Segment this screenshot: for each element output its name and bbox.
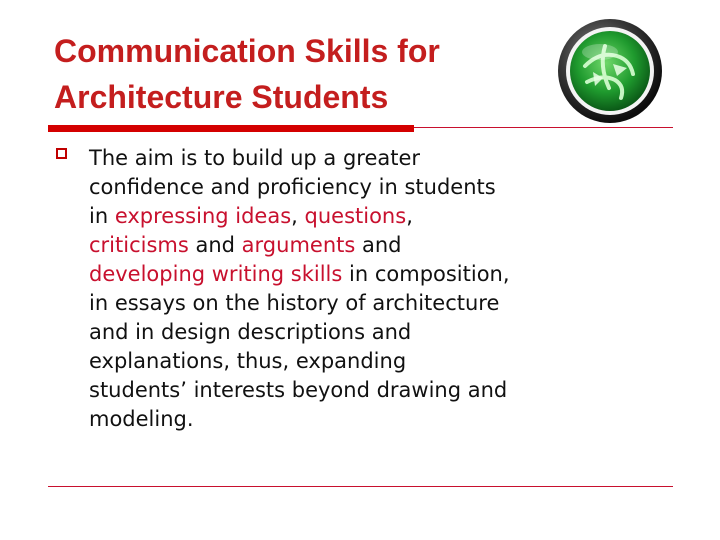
highlighted-phrase: developing writing skills: [89, 262, 343, 286]
text-segment: ,: [406, 204, 413, 228]
text-segment: in composition,: [342, 262, 510, 286]
paragraph-line: [89, 405, 589, 434]
text-segment: confidence and proficiency in students: [89, 175, 496, 199]
text-segment: and: [355, 233, 402, 257]
highlighted-phrase: expressing ideas: [114, 204, 292, 228]
title-underline-thin: [414, 127, 673, 128]
text-segment: ,: [291, 204, 305, 228]
hollow-square-bullet-icon: [56, 148, 67, 159]
paragraph-line: [89, 289, 589, 318]
bullet-paragraph: [89, 144, 589, 434]
text-segment: and in design descriptions and: [89, 320, 412, 344]
green-circular-emblem-icon: [555, 16, 665, 126]
paragraph-line: [89, 318, 589, 347]
paragraph-line: [89, 347, 589, 376]
text-segment: The aim is to build up a greater: [89, 146, 421, 170]
text-segment: in: [89, 204, 115, 228]
highlighted-phrase: questions: [304, 204, 407, 228]
paragraph-line: [89, 260, 589, 289]
slide-title-line-1: Communication Skills for: [54, 33, 440, 69]
highlighted-phrase: criticisms: [89, 233, 189, 257]
paragraph-line: [89, 231, 589, 260]
paragraph-line: [89, 173, 589, 202]
text-segment: modeling.: [89, 407, 194, 431]
footer-rule: [48, 486, 673, 487]
title-underline-thick: [48, 125, 414, 132]
text-segment: explanations, thus, expanding: [89, 349, 407, 373]
highlighted-phrase: arguments: [241, 233, 356, 257]
text-segment: in essays on the history of architecture: [89, 291, 500, 315]
slide-title: [54, 28, 534, 120]
paragraph-line: [89, 376, 589, 405]
text-segment: and: [188, 233, 242, 257]
text-segment: students’ interests beyond drawing and: [89, 378, 508, 402]
paragraph-line: [89, 144, 589, 173]
slide-title-line-2: Architecture Students: [54, 79, 389, 115]
paragraph-line: [89, 202, 589, 231]
